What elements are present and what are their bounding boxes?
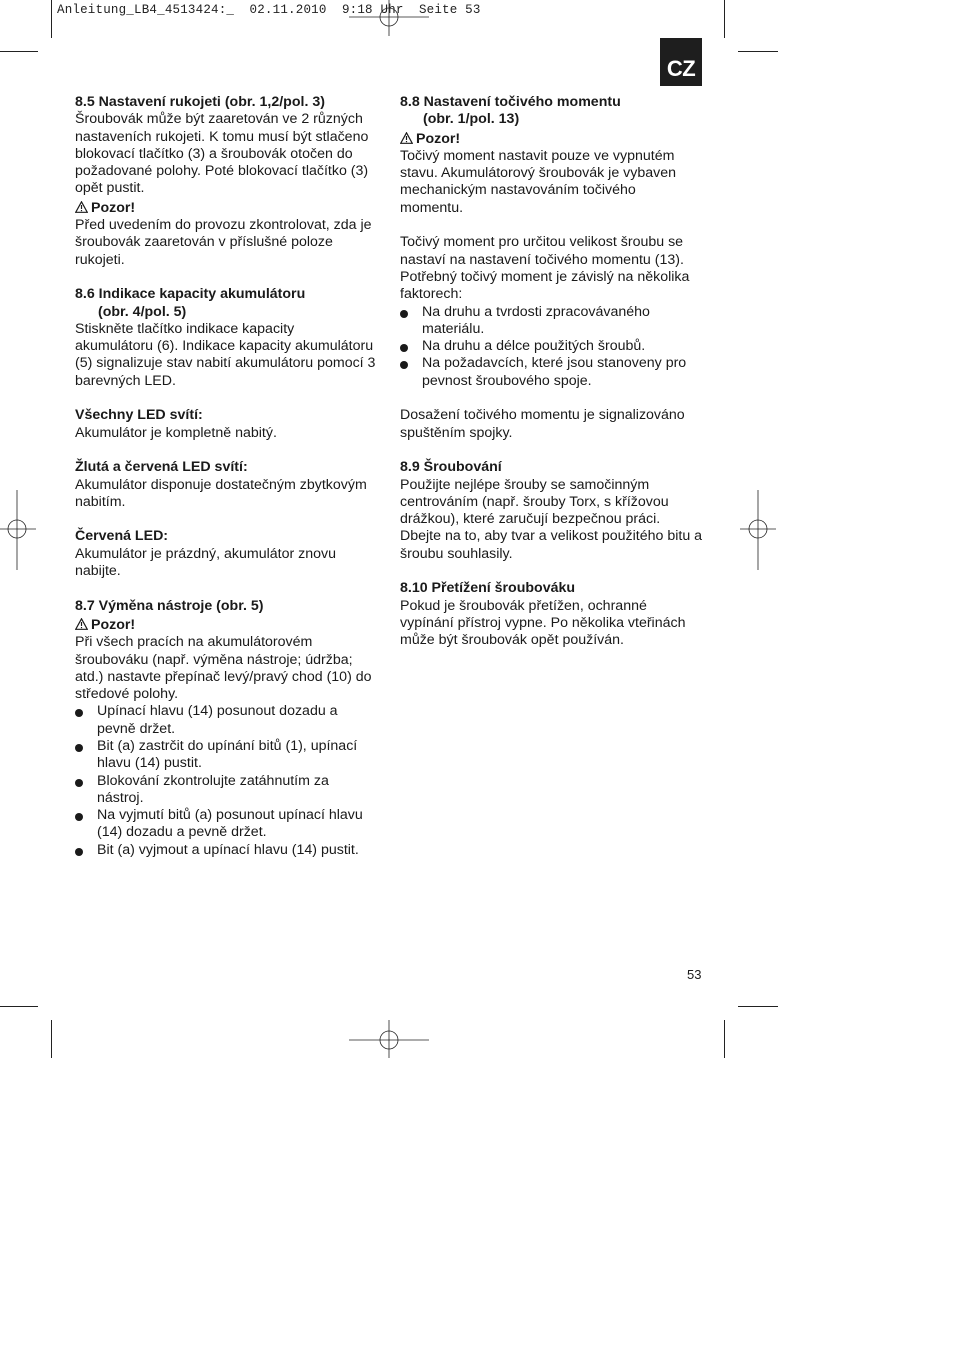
list-item: [400, 304, 705, 339]
warning-label: Pozor!: [91, 616, 136, 633]
text-line: nástroj.: [97, 789, 144, 806]
text-line: Na vyjmutí bitů (a) posunout upínací hlavu: [97, 807, 363, 824]
crop-mark-top-right-h: [738, 51, 778, 52]
text-line: Stiskněte tlačítko indikace kapacity: [75, 320, 295, 337]
left-column: [75, 94, 380, 859]
text-line: stavu. Akumulátorový šroubovák je vybaven: [400, 165, 677, 182]
section-heading-8-6: [75, 286, 380, 321]
text-line: Akumulátor je kompletně nabitý.: [75, 424, 277, 441]
text-line: akumulátoru (6). Indikace kapacity akumulátoru: [75, 338, 374, 355]
section-heading-8-7: 8.7 Výměna nástroje (obr. 5): [75, 597, 264, 614]
text-line: šroubu souhlasily.: [400, 545, 513, 562]
page-number: 53: [687, 967, 702, 982]
registration-mark-left-icon: [0, 490, 36, 570]
subheading-all-led: Všechny LED svítí:: [75, 407, 203, 424]
text-line: hlavu (14) pustit.: [97, 755, 202, 772]
text-line: materiálu.: [422, 320, 485, 337]
text-line: drážkou), které zaručují bezpečnou práci.: [400, 511, 661, 528]
text-line: spuštěním spojky.: [400, 424, 513, 441]
list-item: [75, 842, 380, 859]
warning-heading: [75, 200, 380, 217]
text-line: Při všech pracích na akumulátorovém: [75, 634, 313, 651]
list-item: [75, 773, 380, 808]
warning-label: Pozor!: [416, 130, 461, 147]
list-item: [75, 703, 380, 738]
text-line: centrováním (např. šrouby Torx, s křížovou: [400, 493, 669, 510]
text-line: nabijte.: [75, 563, 121, 580]
text-line: nastaví na nastavení točivého momentu (13).: [400, 251, 684, 268]
crop-mark-top-left-h: [0, 51, 38, 52]
text-line: pevnost šroubového spoje.: [422, 372, 592, 389]
text-line: Upínací hlavu (14) posunout dozadu a: [97, 703, 338, 720]
text-line: Použijte nejlépe šrouby se samočinným: [400, 476, 650, 493]
text-line: vypínání přístroj vypne. Po několika vteřinách: [400, 614, 686, 631]
crop-mark-bottom-right-h: [738, 1006, 778, 1007]
text-line: momentu.: [400, 199, 464, 216]
text-line: opět pustit.: [75, 180, 145, 197]
text-line: Dosažení točivého momentu je signalizováno: [400, 407, 685, 424]
text-line: atd.) nastavte přepínač levý/pravý chod (10) do: [75, 668, 372, 685]
section-heading-8-8-ref: (obr. 1/pol. 13): [423, 111, 520, 128]
section-heading-8-6-ref: (obr. 4/pol. 5): [98, 303, 187, 320]
text-line: nastaveních rukojeti. K tomu musí být stlačeno: [75, 128, 369, 145]
section-heading-8-5: 8.5 Nastavení rukojeti (obr. 1,2/pol. 3): [75, 94, 325, 110]
text-line: šroubovák zaaretován v příslušné poloze: [75, 234, 333, 251]
list-item: [75, 738, 380, 773]
crop-mark-bottom-left-h: [0, 1006, 38, 1007]
warning-heading: [400, 131, 705, 148]
list-item: [75, 807, 380, 842]
text-line: mechanickým nastavováním točivého: [400, 182, 636, 199]
text-line: Šroubovák může být zaaretován ve 2 různých: [75, 111, 363, 128]
crop-mark-bottom-right-v: [724, 1020, 725, 1058]
text-line: středové polohy.: [75, 686, 179, 703]
text-line: Před uvedením do provozu zkontrolovat, zda je: [75, 217, 372, 234]
text-line: Akumulátor disponuje dostatečným zbytkovým: [75, 476, 367, 493]
section-heading-8-9: 8.9 Šroubování: [400, 459, 502, 476]
text-line: požadované polohy. Poté blokovací tlačítko (3): [75, 163, 369, 180]
section-heading-8-8: [400, 94, 705, 129]
registration-mark-right-icon: [740, 490, 776, 570]
text-line: Točivý moment nastavit pouze ve vypnutém: [400, 147, 675, 164]
subheading-red-led: Červená LED:: [75, 528, 169, 545]
right-column: [400, 94, 705, 650]
list-item: [400, 355, 705, 390]
warning-heading: [75, 617, 380, 634]
text-line: Točivý moment pro určitou velikost šroubu se: [400, 234, 684, 251]
tool-change-steps: [75, 703, 380, 859]
text-line: Dbejte na to, aby tvar a velikost použitého bitu a: [400, 528, 703, 545]
text-line: Pokud je šroubovák přetížen, ochranné: [400, 597, 647, 614]
text-line: barevných LED.: [75, 372, 176, 389]
text-line: blokovací tlačítko (3) a šroubovák otočen do: [75, 145, 353, 162]
text-line: Na druhu a tvrdosti zpracovávaného: [422, 303, 650, 320]
text-line: Potřebný točivý moment je závislý na několika: [400, 268, 690, 285]
section-heading-8-10: 8.10 Přetížení šroubováku: [400, 580, 576, 597]
warning-triangle-icon: [75, 201, 88, 213]
registration-mark-top-icon: [349, 0, 429, 36]
list-item: [400, 338, 705, 355]
text-line: Na požadavcích, které jsou stanoveny pro: [422, 355, 687, 372]
crop-mark-top-left-v: [51, 0, 52, 38]
section-heading-8-6-title: 8.6 Indikace kapacity akumulátoru: [75, 286, 306, 303]
language-badge: CZ: [660, 38, 702, 86]
text-line: může být šroubovák opět používán.: [400, 632, 624, 649]
text-line: Akumulátor je prázdný, akumulátor znovu: [75, 545, 337, 562]
text-line: (5) signalizuje stav nabití akumulátoru pomocí 3: [75, 355, 376, 372]
text-line: šroubováku (např. výměna nástroje; údržba;: [75, 651, 353, 668]
text-line: Blokování zkontrolujte zatáhnutím za: [97, 772, 329, 789]
registration-mark-bottom-icon: [349, 1020, 429, 1058]
print-slug: Anleitung_LB4_4513424:_ 02.11.2010 9:18 Uhr Seite 53: [57, 3, 481, 17]
text-line: Bit (a) zastrčit do upínání bitů (1), upínací: [97, 737, 358, 754]
crop-mark-top-right-v: [724, 0, 725, 38]
subheading-yellow-red-led: Žlutá a červená LED svítí:: [75, 459, 248, 476]
warning-triangle-icon: [75, 618, 88, 630]
section-heading-8-8-title: 8.8 Nastavení točivého momentu: [400, 94, 621, 110]
text-line: Na druhu a délce použitých šroubů.: [422, 338, 646, 355]
crop-mark-bottom-left-v: [51, 1020, 52, 1058]
torque-factors-list: [400, 304, 705, 390]
text-line: pevně držet.: [97, 720, 176, 737]
text-line: rukojeti.: [75, 251, 125, 268]
text-line: nabitím.: [75, 493, 126, 510]
text-line: Bit (a) vyjmout a upínací hlavu (14) pustit.: [97, 841, 359, 858]
warning-label: Pozor!: [91, 199, 136, 216]
text-line: faktorech:: [400, 286, 463, 303]
text-line: (14) dozadu a pevně držet.: [97, 824, 267, 841]
warning-triangle-icon: [400, 132, 413, 144]
